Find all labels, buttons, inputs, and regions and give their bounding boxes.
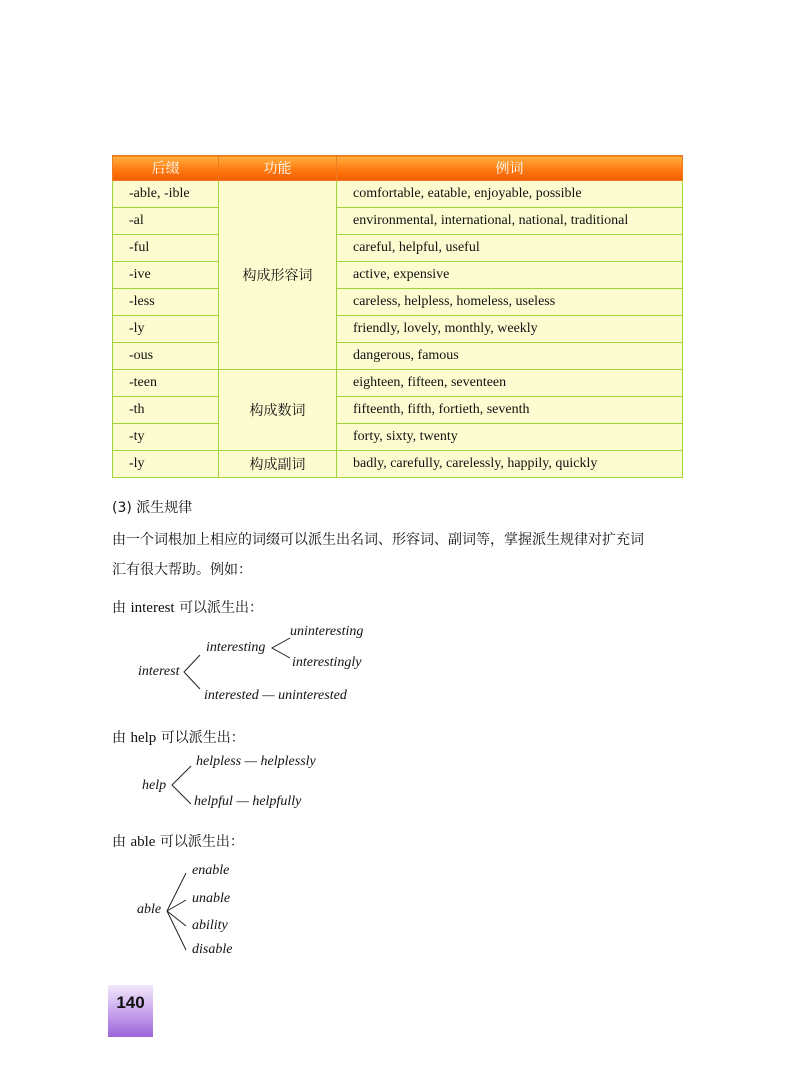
paragraph-line-2: 汇有很大帮助。例如： [112, 562, 252, 578]
section-heading: (3) 派生规律 [112, 500, 193, 516]
able-leaf-ability: ability [192, 918, 228, 933]
intro-word: able [130, 834, 156, 850]
interest-branch-interesting: interesting [206, 640, 266, 655]
interest-branch-interested: interested — uninterested [204, 688, 347, 703]
function-cell: 构成副词 [219, 451, 337, 478]
examples-cell: comfortable, eatable, enjoyable, possible [337, 181, 683, 208]
suffix-cell: -ty [113, 424, 219, 451]
help-branch-helpful: helpful — helpfully [194, 794, 302, 809]
suffix-cell: -able, -ible [113, 181, 219, 208]
suffix-cell: -ive [113, 262, 219, 289]
examples-cell: careful, helpful, useful [337, 235, 683, 262]
able-connector-ability [167, 911, 186, 926]
intro-prefix: 由 [112, 600, 126, 616]
header-suffix: 后缀 [113, 156, 219, 181]
interest-leaf-interestingly: interestingly [292, 655, 362, 670]
interest-leaf-uninteresting: uninteresting [290, 624, 364, 639]
intro-suffix: 可以派生出： [179, 600, 264, 616]
suffix-cell: -less [113, 289, 219, 316]
interest-connector [184, 655, 200, 689]
suffix-cell: -teen [113, 370, 219, 397]
intro-prefix: 由 [112, 730, 126, 746]
examples-cell: eighteen, fifteen, seventeen [337, 370, 683, 397]
help-branch-helpless: helpless — helplessly [196, 754, 316, 769]
suffix-cell: -ful [113, 235, 219, 262]
interest-root: interest [138, 664, 180, 679]
able-leaf-enable: enable [192, 863, 230, 878]
intro-word: help [130, 730, 157, 746]
intro-suffix: 可以派生出： [159, 834, 244, 850]
intro-word: interest [130, 600, 175, 616]
suffix-cell: -ly [113, 451, 219, 478]
suffix-cell: -ous [113, 343, 219, 370]
suffix-cell: -th [113, 397, 219, 424]
page-number-tab [108, 985, 153, 1037]
intro-suffix: 可以派生出： [160, 730, 245, 746]
examples-cell: active, expensive [337, 262, 683, 289]
examples-cell: fifteenth, fifth, fortieth, seventh [337, 397, 683, 424]
function-cell: 构成形容词 [219, 181, 337, 370]
examples-cell: careless, helpless, homeless, useless [337, 289, 683, 316]
examples-cell: badly, carefully, carelessly, happily, quickly [337, 451, 683, 478]
able-root: able [137, 902, 162, 917]
header-function: 功能 [219, 156, 337, 181]
suffix-cell: -ly [113, 316, 219, 343]
paragraph-line-1: 由一个词根加上相应的词缀可以派生出名词、形容词、副词等，掌握派生规律对扩充词 [112, 532, 644, 548]
header-examples: 例词 [337, 156, 683, 181]
examples-cell: friendly, lovely, monthly, weekly [337, 316, 683, 343]
examples-cell: forty, sixty, twenty [337, 424, 683, 451]
able-leaf-disable: disable [192, 942, 233, 957]
suffix-cell: -al [113, 208, 219, 235]
examples-cell: dangerous, famous [337, 343, 683, 370]
function-cell: 构成数词 [219, 370, 337, 451]
help-connector [172, 766, 191, 804]
able-connector-disable [167, 911, 186, 950]
examples-cell: environmental, international, national, traditional [337, 208, 683, 235]
interesting-connector [272, 638, 290, 658]
page-number: 140 [116, 993, 145, 1012]
help-root: help [142, 778, 167, 793]
intro-prefix: 由 [112, 834, 126, 850]
able-leaf-unable: unable [192, 891, 231, 906]
